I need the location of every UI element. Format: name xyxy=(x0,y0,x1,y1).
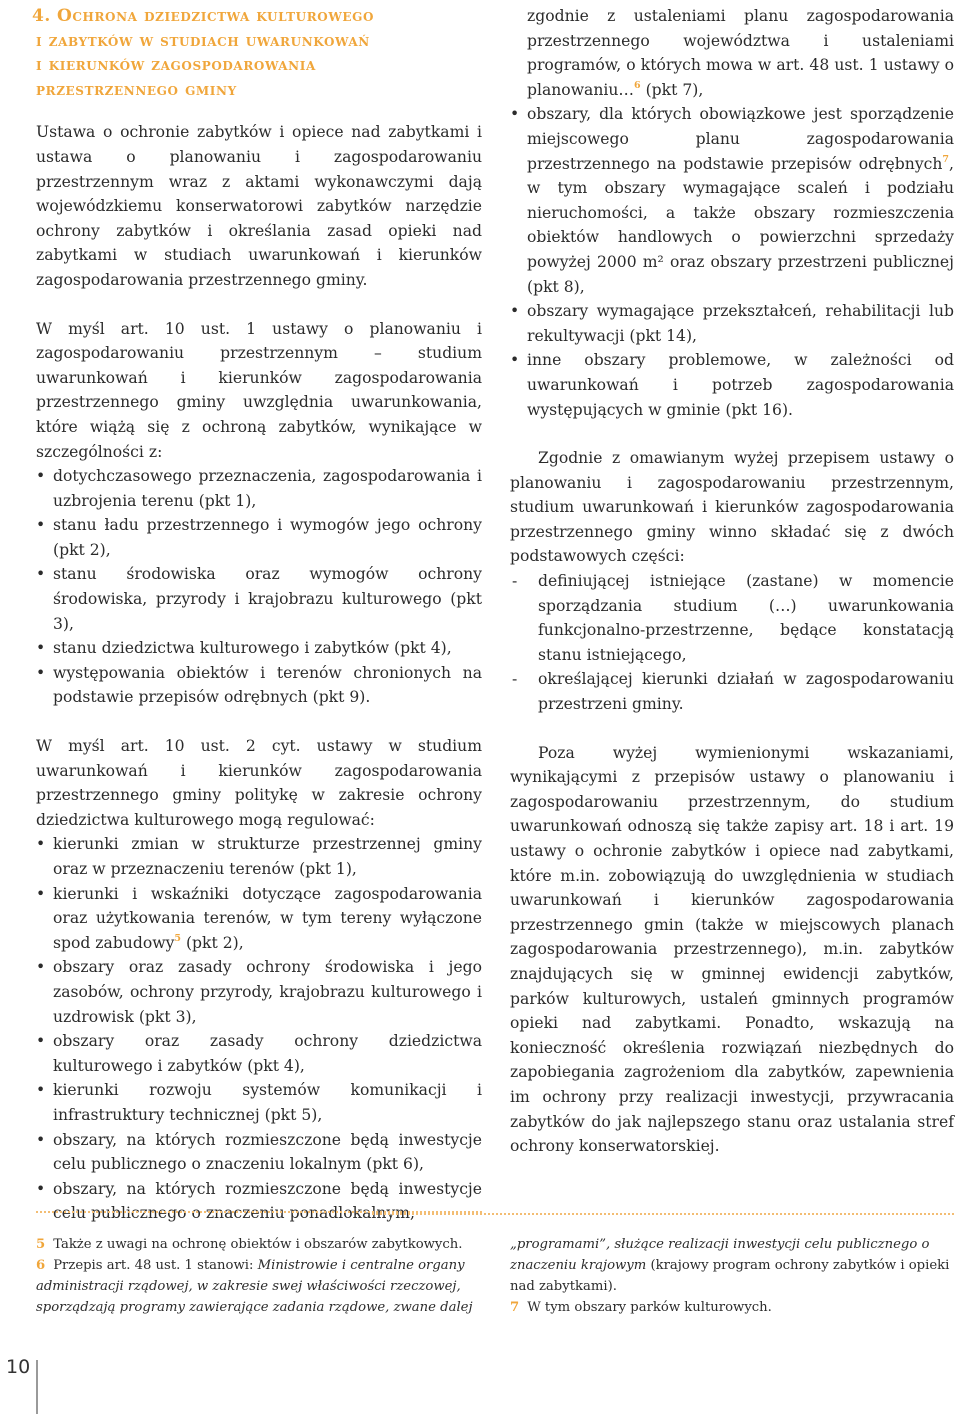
footnote-7 xyxy=(510,1297,956,1318)
studium-parts-list xyxy=(510,569,954,717)
list-item: • stanu ładu przestrzennego i wymogów jego ochrony (pkt 2), xyxy=(36,513,482,562)
list-item-text: obszary, dla których obowiązkowe jest sporządzenie miejscowego planu zagospodarowania przestrzennego na podstawie przepisów odrębnych xyxy=(527,105,954,173)
list-item-text: kierunki i wskaźniki dotyczące zagospodarowania oraz użytkowania terenów, w tym tereny wyłączone spod zabudowy xyxy=(53,884,482,952)
continuation-text: zgodnie z ustaleniami planu zagospodarowania przestrzennego województwa i ustaleniami programów, o których mowa w art. 48 ust. 1 ustawy o planowaniu… xyxy=(527,7,954,99)
list-item: • dotychczasowego przeznaczenia, zagospodarowania i uzbrojenia terenu (pkt 1), xyxy=(36,464,482,513)
page-number: 10 xyxy=(6,1356,31,1378)
footnote-number: 6 xyxy=(36,1258,46,1273)
intro-paragraph: Ustawa o ochronie zabytków i opiece nad zabytkami i ustawa o planowaniu i zagospodarowaniu przestrzennym wraz z aktami wykonawczymi dają wojewódzkiemu konserwatorowi zabytków narzędzie ochrony zabytków i określania zasad opieki nad zabytkami w studiach uwarunkowań i kierunków zagospodarowania przestrzennego gminy. xyxy=(36,123,482,289)
footnote-ref-5: 5 xyxy=(174,932,182,944)
list-item: • stanu środowiska oraz wymogów ochrony środowiska, przyrody i krajobrazu kulturowego (pkt 3), xyxy=(36,562,482,636)
art10-ust2-paragraph: W myśl art. 10 ust. 2 cyt. ustawy w studium uwarunkowań i kierunków zagospodarowania przestrzennego gminy politykę w zakresie ochrony dziedzictwa kulturowego mogą regulować: xyxy=(36,737,482,829)
art18-19-paragraph: Poza wyżej wymienionymi wskazaniami, wynikającymi z przepisów ustawy o planowaniu i zagospodarowaniu przestrzennym, do studium uwarunkowań odnoszą się także zapisy art. 18 i art. 19 ustawy o ochronie zabytków i opiece nad zabytkami, które m.in. zobowiązują do uwzględnienia w studiach uwarunkowań i kierunków zagospodarowania przestrzennego gmin (także w miejscowych planach zagospodarowania przestrzennego), m.in. zabytków znajdujących się w gminnej ewidencji zabytków, parków kulturowych, ustaleń gminnych programów opieki nad zabytkami. Ponadto, wskazują na konieczność określenia rozwiązań niezbędnych do zapobiegania zagrożeniom dla zabytków, zapewnienia im ochrony przy realizacji inwestycji, przywracania zabytków do jak najlepszego stanu oraz ustalania stref ochrony konserwatorskiej. xyxy=(510,743,954,1156)
footnote-quote: Ministrowie i centralne organy administracji rządowej, w zakresie swej właściwości rzeczowej, sporządzają programy zawierające zadania rządowe, zwane dalej xyxy=(36,1258,473,1315)
list-item: • występowania obiektów i terenów chronionych na podstawie przepisów odrębnych (pkt 9). xyxy=(36,661,482,710)
art10-ust1-paragraph: W myśl art. 10 ust. 1 ustawy o planowaniu i zagospodarowaniu przestrzennym – studium uwarunkowań i kierunków zagospodarowania przestrzennego gminy uwzględnia uwarunkowania, które wiążą się z ochroną zabytków, wynikające w szczególności z: xyxy=(36,319,482,461)
list-item: • stanu dziedzictwa kulturowego i zabytków (pkt 4), xyxy=(36,636,482,661)
section-heading xyxy=(32,4,482,102)
uwarunkowania-list xyxy=(36,464,482,710)
list-item: • obszary wymagające przekształceń, rehabilitacji lub rekultywacji (pkt 14), xyxy=(510,299,954,348)
footnote-divider-right xyxy=(372,1213,954,1215)
left-column xyxy=(32,4,482,1226)
heading-line-1: Ochrona dziedzictwa kulturowego xyxy=(56,6,375,26)
list-item: • kierunki rozwoju systemów komunikacji i infrastruktury technicznej (pkt 5), xyxy=(36,1078,482,1127)
heading-line-4: przestrzennego gminy xyxy=(36,79,237,100)
list-continuation xyxy=(510,4,954,102)
list-item xyxy=(36,882,482,956)
polityka-list xyxy=(36,832,482,1226)
list-item: • obszary, na których rozmieszczone będą inwestycje celu publicznego o znaczeniu lokalnym (pkt 6), xyxy=(36,1128,482,1177)
list-item-text: (pkt 2), xyxy=(181,933,244,952)
footnotes-left xyxy=(36,1234,484,1318)
footnote-quote: „programami”, służące realizacji inwestycji celu publicznego o znaczeniu krajowym xyxy=(510,1237,930,1273)
list-item-text: , w tym obszary wymagające scaleń i podziału nieruchomości, a także obszary rozmieszczenia obiektów handlowych o powierzchni sprzedaży powyżej 2000 m² oraz obszary przestrzeni publicznej (pkt 8), xyxy=(527,154,954,296)
list-item: • obszary oraz zasady ochrony dziedzictwa kulturowego i zabytków (pkt 4), xyxy=(36,1029,482,1078)
list-item: - określającej kierunki działań w zagospodarowaniu przestrzeni gminy. xyxy=(510,667,954,716)
footnote-text: (krajowy program ochrony zabytków i opieki nad zabytkami). xyxy=(510,1258,950,1294)
footnote-number: 5 xyxy=(36,1237,46,1252)
list-item: • inne obszary problemowe, w zależności od uwarunkowań i potrzeb zagospodarowania występujących w gminie (pkt 16). xyxy=(510,348,954,422)
footnote-6-continued xyxy=(510,1234,956,1297)
heading-line-3: i kierunków zagospodarowania xyxy=(36,55,316,76)
list-item: • obszary oraz zasady ochrony środowiska i jego zasobów, ochrony przyrody, krajobrazu kulturowego i uzdrowisk (pkt 3), xyxy=(36,955,482,1029)
footnotes-right xyxy=(510,1234,956,1318)
list-item: • kierunki zmian w strukturze przestrzennej gminy oraz w przeznaczeniu terenów (pkt 1), xyxy=(36,832,482,881)
list-item: • obszary, na których rozmieszczone będą inwestycje celu publicznego o znaczeniu ponadlokalnym, xyxy=(36,1177,482,1226)
right-column xyxy=(510,4,954,1159)
footnote-number: 7 xyxy=(510,1300,520,1315)
list-item: - definiującej istniejące (zastane) w momencie sporządzania studium (…) uwarunkowania funkcjonalno-przestrzenne, będące konstatacją stanu istniejącego, xyxy=(510,569,954,667)
footnote-text: Przepis art. 48 ust. 1 stanowi: xyxy=(53,1258,258,1273)
heading-line-2: i zabytków w studiach uwarunkowań xyxy=(36,30,370,51)
footnote-text: Także z uwagi na ochronę obiektów i obszarów zabytkowych. xyxy=(53,1237,463,1252)
footnote-ref-6: 6 xyxy=(634,79,641,91)
studium-parts-paragraph: Zgodnie z omawianym wyżej przepisem ustawy o planowaniu i zagospodarowaniu przestrzennym, studium uwarunkowań i kierunków zagospodarowania przestrzennego gminy winno składać się z dwóch podstawowych części: xyxy=(510,449,954,566)
footnote-ref-7: 7 xyxy=(942,153,950,165)
section-number: 4. xyxy=(32,6,51,26)
polityka-list-continued xyxy=(510,102,954,422)
list-item xyxy=(510,102,954,299)
footnote-6 xyxy=(36,1255,484,1318)
footnote-5 xyxy=(36,1234,484,1255)
footnote-text: W tym obszary parków kulturowych. xyxy=(527,1300,772,1315)
page-number-divider xyxy=(36,1360,38,1414)
continuation-text: (pkt 7), xyxy=(640,80,704,99)
